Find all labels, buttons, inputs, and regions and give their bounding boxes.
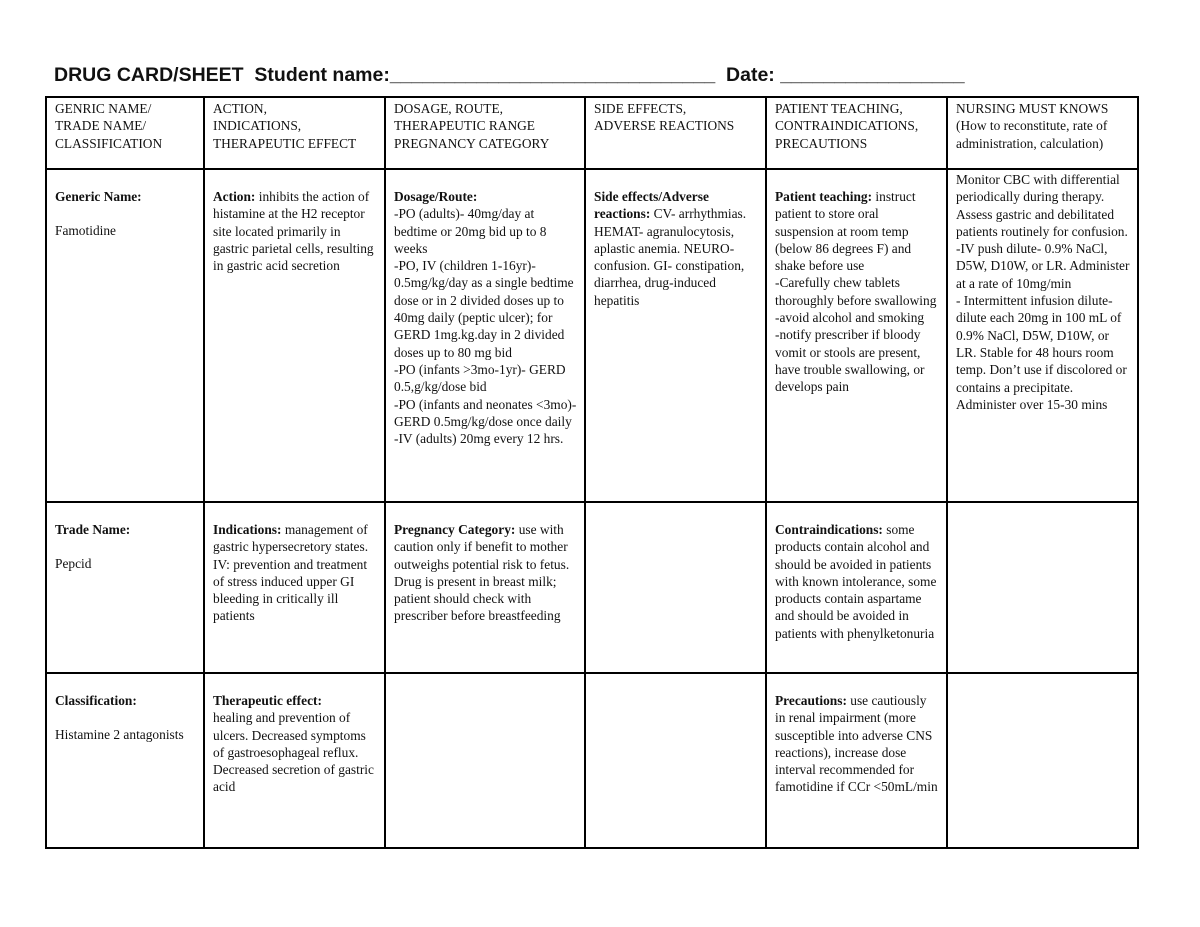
contraindications-label: Contraindications: [775, 522, 883, 537]
column-header-nursing: NURSING MUST KNOWS (How to reconstitute, rate of administration, calculation) [947, 97, 1138, 169]
indications-cell [204, 502, 385, 673]
empty-cell [385, 673, 585, 848]
patient-teaching-cell [766, 169, 947, 502]
precautions-text: use cautiously in renal impairment (more susceptible into adverse CNS reactions), increase dose interval recommended for famotidine if CCr <50mL/min [775, 693, 938, 795]
empty-cell [585, 673, 766, 848]
table-row [46, 169, 1138, 502]
side-effects-cell [585, 169, 766, 502]
nursing-cell: Monitor CBC with differential periodically during therapy. Assess gastric and debilitated patients routinely for confusion. -IV push dilute- 0.9% NaCl, D5W, D10W, or LR. Administer at a rate of 10mg/min - Intermittent infusion dilute- dilute each 20mg in 100 mL of 0.9% NaCl, D5W, D10W, or LR. Stable for 48 hours room temp. Don’t use if discolored or contains a precipitate. Administer over 15-30 mins [947, 169, 1138, 502]
dosage-cell [385, 169, 585, 502]
indications-label: Indications: [213, 522, 282, 537]
column-header-side-effects: SIDE EFFECTS, ADVERSE REACTIONS [585, 97, 766, 169]
action-text: inhibits the action of histamine at the H2 receptor site located primarily in gastric parietal cells, resulting in gastric acid secretion [213, 189, 374, 274]
dosage-text: -PO (adults)- 40mg/day at bedtime or 20mg bid up to 8 weeks -PO, IV (children 1-16yr)- 0.5mg/kg/day as a single bedtime dose or in 2 divided doses up to 40mg daily (peptic ulcer); for GERD 1mg.kg.day in 2 divided doses up to 80 mg bid -PO (infants >3mo-1yr)- GERD 0.5,g/kg/dose bid -PO (infants and neonates <3mo)- GERD 0.5mg/kg/dose once daily -IV (adults) 20mg every 12 hrs. [394, 206, 577, 447]
pregnancy-category-cell [385, 502, 585, 673]
page-title: DRUG CARD/SHEET Student name:______________________________ Date: _________________ [54, 64, 965, 86]
classification-value: Histamine 2 antagonists [55, 727, 184, 743]
empty-cell [947, 673, 1138, 848]
indications-text: management of gastric hypersecretory states. IV: prevention and treatment of stress induced upper GI bleeding in critically ill patients [213, 522, 369, 624]
generic-name-value: Famotidine [55, 223, 116, 239]
contraindications-text: some products contain alcohol and should be avoided in patients with known intolerance, some products contain aspartame and should be avoided in patients with phenylketonuria [775, 522, 937, 641]
trade-name-cell [46, 502, 204, 673]
therapeutic-effect-text: healing and prevention of ulcers. Decreased symptoms of gastroesophageal reflux. Decreased secretion of gastric acid [213, 710, 374, 795]
precautions-cell [766, 673, 947, 848]
side-effects-text: CV- arrhythmias. HEMAT- agranulocytosis, aplastic anemia. NEURO- confusion. GI- constipation, diarrhea, drug-induced hepatitis [594, 206, 747, 308]
table-row [46, 502, 1138, 673]
empty-cell [947, 502, 1138, 673]
action-label: Action: [213, 189, 256, 204]
generic-name-label: Generic Name: [55, 189, 142, 204]
pregnancy-category-label: Pregnancy Category: [394, 522, 516, 537]
column-header-dosage: DOSAGE, ROUTE, THERAPEUTIC RANGE PREGNANCY CATEGORY [385, 97, 585, 169]
drug-card-table [45, 96, 1139, 849]
table-row [46, 673, 1138, 848]
therapeutic-effect-cell [204, 673, 385, 848]
dosage-label: Dosage/Route: [394, 189, 478, 204]
empty-cell [585, 502, 766, 673]
side-effects-label: Side effects/Adverse reactions: [594, 189, 709, 222]
precautions-label: Precautions: [775, 693, 847, 708]
contraindications-cell [766, 502, 947, 673]
trade-name-label: Trade Name: [55, 522, 131, 537]
generic-name-cell [46, 169, 204, 502]
column-header-names: GENRIC NAME/ TRADE NAME/ CLASSIFICATION [46, 97, 204, 169]
patient-teaching-label: Patient teaching: [775, 189, 873, 204]
table-header-row [46, 97, 1138, 169]
patient-teaching-text: instruct patient to store oral suspension at room temp (below 86 degrees F) and shake before use -Carefully chew tablets thoroughly before swallowing -avoid alcohol and smoking -notify prescriber if bloody vomit or stools are present, have trouble swallowing, or develops pain [775, 189, 937, 395]
pregnancy-category-text: use with caution only if benefit to mother outweighs potential risk to fetus. Drug is present in breast milk; patient should check with prescriber before breastfeeding [394, 522, 570, 624]
trade-name-value: Pepcid [55, 556, 92, 572]
column-header-action: ACTION, INDICATIONS, THERAPEUTIC EFFECT [204, 97, 385, 169]
therapeutic-effect-label: Therapeutic effect: [213, 693, 322, 708]
column-header-patient-teaching: PATIENT TEACHING, CONTRAINDICATIONS, PRECAUTIONS [766, 97, 947, 169]
classification-label: Classification: [55, 693, 137, 708]
classification-cell [46, 673, 204, 848]
action-cell [204, 169, 385, 502]
